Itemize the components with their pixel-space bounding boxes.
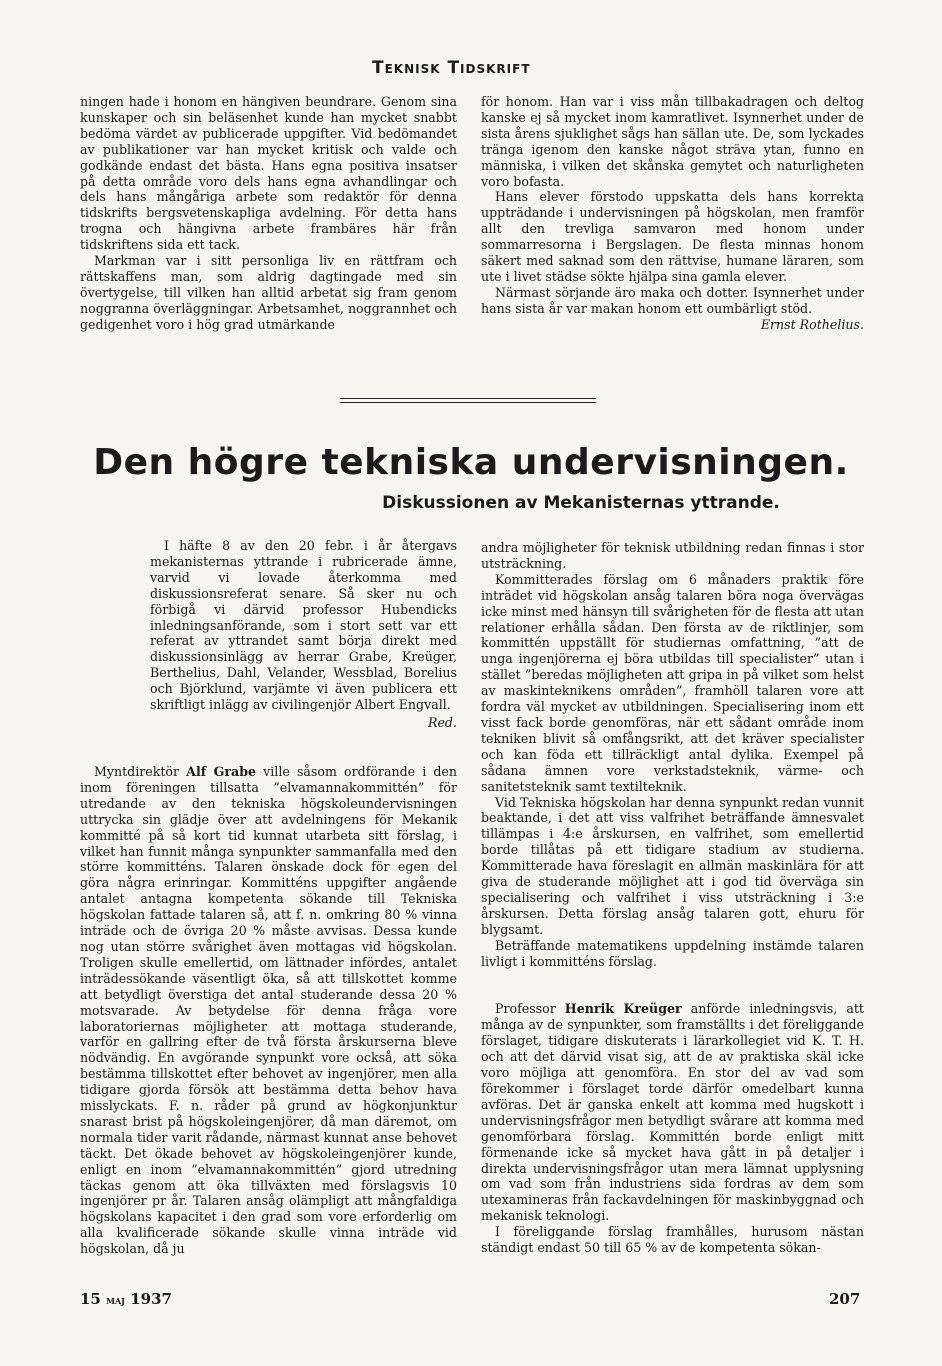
article-paragraph: I föreliggande förslag framhålles, hurusom nästan ständigt endast 50 till 65 % av de kompetenta sökan- xyxy=(481,1224,864,1256)
obituary-paragraph: Närmast sörjande äro maka och dotter. Isynnerhet under hans sista år var makan honom ett oumbärligt stöd. xyxy=(481,284,864,316)
divider-rule xyxy=(340,402,596,403)
page-number: 207 xyxy=(829,1290,861,1308)
article-paragraph: Beträffande matematikens uppdelning instämde talaren livligt i kommitténs förslag. xyxy=(481,937,864,969)
signature-row xyxy=(481,317,864,333)
obituary-right-column xyxy=(481,94,864,333)
editor-mark: Red. xyxy=(427,714,457,730)
obituary-paragraph: ningen hade i honom en hängiven beundrare. Genom sina kunskaper och sin beläsenhet kunde han mycket snabbt bedöma värdet av publicerade uppgifter. Vid bedömandet av publikationer var han mycket kritisk och valde och godkände endast det bästa. Hans egna positiva insatser på detta område voro dels hans egna avhandlingar och dels hans mångåriga arbete som redaktör för denna tidskrifts bergsvetenskapliga avdelning. För detta hans trogna och hängivna arbete frambäres här från tidskriftens sida ett tack. xyxy=(80,94,457,253)
obituary-left-column xyxy=(80,94,457,333)
article-paragraph: Kommitterades förslag om 6 månaders praktik före inträdet vid högskolan ansåg talaren böra noga övervägas icke minst med hänsyn till svårigheten för de flesta att utan relationer erhålla sådan. Den första av de riktlinjer, som kommittén uppställt för studiernas omfattning, ”att de unga ingenjörerna ej böra utbildas till specialister” utan i stället ”beredas möjligheten att gripa in på vilket som helst av maskinteknikens områden”, framhöll talaren vore att fordra väl mycket av utbildningen. Specialisering inom ett visst fack borde genomföras, när ett sådant område inom tekniken blivit så omfångsrikt, att det kräver specialister och kan föda ett tillräckligt antal dylika. Exempel på sådana ämnen vore verkstadsteknik, värme- och sanitetsteknik samt textilteknik. xyxy=(481,571,864,794)
editorial-intro xyxy=(150,538,457,731)
article-title: Den högre tekniska undervisningen. xyxy=(93,442,849,483)
divider-rule xyxy=(340,398,596,399)
grabe-paragraph: Myntdirektör Alf Grabe ville såsom ordförande i den inom föreningen tillsatta ”elvamannakommittén” för utredande av den tekniska högskoleundervisningen uttrycka sin glädje över att avdelningens för Mekanik kommitté på så kort tid kunnat utarbeta sitt förslag, i vilket han funnit många synpunkter sammanfalla med den större kommitténs. Talaren önskade dock för egen del göra några erinringar. Kommitténs uppgifter angående antalet antagna kompetenta sökande till Tekniska högskolan fattade talaren så, att f. n. omkring 80 % vinna inträde och de övriga 20 % måste avvisas. Dessa kunde nog utan större svårighet även mottagas vid högskolan. Troligen skulle emellertid, om lättnader infördes, antalet inträdessökande väsentligt öka, så att tillskottet komme att betydligt överstiga det antal studerande dessa 20 % motsvarade. Av betydelse för denna fråga vore laboratoriernas möjligheter att mottaga studerande, varför en gallring efter de två första årskurserna bleve nödvändig. En avgörande synpunkt vore också, att söka bestämma tillskottet efter behovet av ingenjörer, men alla tidigare gjorda försök att bestämma detta behov hava misslyckats. F. n. råder på grund av högkonjunktur snarast brist på högskoleingenjörer, då man däremot, om normala tider varit rådande, närmast kunnat anse behovet täckt. Det ökade behovet av högskoleingenjörer kunde, enligt en inom ”elvamannakommittén” gjord utredning täckas genom att öka tillväxten med förslagsvis 10 ingenjörer pr år. Talaren ansåg olämpligt att mångfaldiga högskolans kapacitet i den grad som vore erforderlig om alla kvalificerade sökande skulle vinna inträde vid högskolan, då ju xyxy=(80,764,457,1257)
speaker-name: Alf Grabe xyxy=(186,764,257,779)
obituary-paragraph: Hans elever förstodo uppskatta dels hans korrekta uppträdande i undervisningen på högskolan, men framför allt den trevliga samvaron med honom under sommarresorna i Bergslagen. De flesta minnas honom säkert med saknad som den rättvise, humane läraren, som ute i livet städse sökte hjälpa sina gamla elever. xyxy=(481,189,864,284)
speaker-name: Henrik Kreüger xyxy=(564,1001,682,1017)
article-left-column xyxy=(80,764,457,1257)
author-signature: Ernst Rothelius. xyxy=(760,316,864,332)
article-right-column xyxy=(481,540,864,1256)
article-paragraph: Vid Tekniska högskolan har denna synpunkt redan vunnit beaktande, i det att viss valfrihet beträffande ämnesvalet tillämpas i 4:e årskursen, en valfrihet, som emellertid borde tillåtas på ett tidigare stadium av studierna. Kommitterade hava föreslagit en allmän maskinlära för att giva de studerande möjlighet att i god tid överväga sin specialisering och valfrihet i viss utsträckning i 3:e årskursen. Detta förslag ansåg talaren gott, ehuru för blygsamt. xyxy=(481,794,864,937)
kreuger-paragraph: Professor Henrik Kreüger anförde inledningsvis, att många av de synpunkter, som framställts i det föreliggande förslaget, tidigare diskuterats i lärarkollegiet vid K. T. H. och att det därvid visat sig, att de av praktiska skäl icke voro möjliga att genomföra. En stor del av vad som förekommer i förslaget torde därför omedelbart kunna avföras. Det är ganska enkelt att komma med hugskott i undervisningsfrågor men betydligt svårare att komma med genomförbara förslag. Kommittén borde enligt mitt förmenande icke så mycket hava gått in på detaljer i direkta undervisningsfrågor utan mera lämnat upplysning om vad som från industriens sida fordras av dem som utexamineras från fackavdelningen för maskinbyggnad och mekanisk teknologi. xyxy=(481,1001,864,1224)
running-head: Teknisk Tidskrift xyxy=(372,58,531,78)
intro-text: I häfte 8 av den 20 febr. i år återgavs mekanisternas yttrande i rubricerade ämne, varvid vi lovade återkomma med diskussionsreferat senare. Så sker nu och förbigå vi därvid professor Hubendicks inledningsanförande, som i stort sett var ett referat av yttrandet samt börja direkt med diskussionsinlägg av herrar Grabe, Kreüger, Berthelius, Dahl, Velander, Wessblad, Borelius och Björklund, varjämte vi även publicera ett skriftligt inlägg av civilingenjör Albert Engvall. xyxy=(150,538,457,713)
issue-date: 15 maj 1937 xyxy=(80,1290,172,1308)
article-paragraph: andra möjligheter för teknisk utbildning redan finnas i stor utsträckning. xyxy=(481,540,864,571)
obituary-paragraph: för honom. Han var i viss mån tillbakadragen och deltog kanske ej så mycket inom kamratlivet. Isynnerhet under de sista årens sjuklighet sågs han sällan ute. De, som lyckades tränga igenom den kanske något sträva ytan, funno en människa, i vilken det skånska gemytet och naturligheten voro bofasta. xyxy=(481,94,864,189)
obituary-paragraph: Markman var i sitt personliga liv en rättfram och rättskaffens man, som aldrig dagtingade med sin övertygelse, till vilken han alltid arbetat sig fram genom noggranna överläggningar. Arbetsamhet, noggrannhet och gedigenhet voro i hög grad utmärkande xyxy=(80,253,457,332)
article-subtitle: Diskussionen av Mekanisternas yttrande. xyxy=(382,493,780,513)
